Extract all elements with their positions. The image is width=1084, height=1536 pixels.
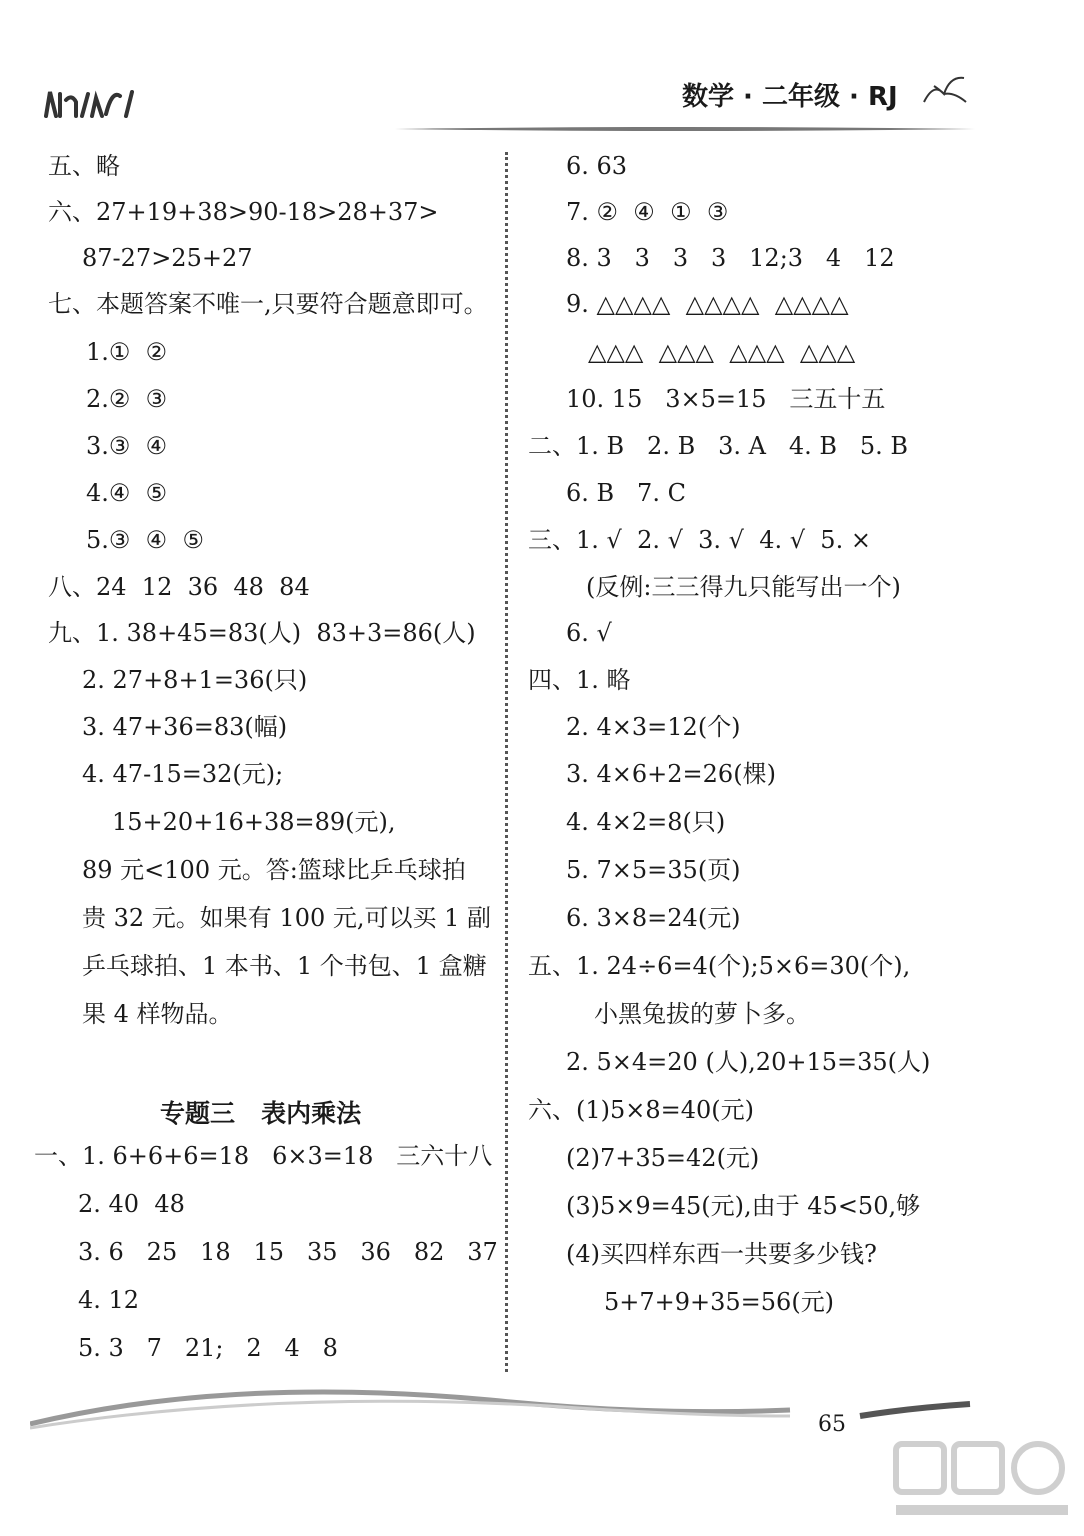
answer-line: 5+7+9+35=56(元) xyxy=(604,1288,835,1316)
answer-line: 6. 63 xyxy=(566,152,628,180)
answer-line: (反例:三三得九只能写出一个) xyxy=(586,573,901,601)
header-logo-mark xyxy=(42,86,142,126)
answer-line: 6. B 7. C xyxy=(566,479,686,507)
answer-line: 一、1. 6+6+6=18 6×3=18 三六十八 xyxy=(34,1142,493,1170)
answer-line: 三、1. √ 2. √ 3. √ 4. √ 5. × xyxy=(528,526,871,554)
answer-line: 2. 40 48 xyxy=(78,1190,185,1218)
answer-line: 87-27>25+27 xyxy=(82,244,253,272)
answer-line: 9. △△△△ △△△△ △△△△ xyxy=(566,290,849,318)
answer-line: (2)7+35=42(元) xyxy=(566,1144,760,1172)
answer-line: 六、27+19+38>90-18>28+37> xyxy=(48,198,439,226)
answer-line: 4. 12 xyxy=(78,1286,140,1314)
answer-line: 八、24 12 36 48 84 xyxy=(48,573,310,601)
answer-line: 1.① ② xyxy=(86,338,168,366)
watermark-logo xyxy=(888,1436,1078,1530)
answer-line: (3)5×9=45(元),由于 45<50,够 xyxy=(566,1192,921,1220)
answer-line: 89 元<100 元。答:篮球比乒乓球拍 xyxy=(82,856,466,884)
header-title: 数学 · 二年级 · RJ xyxy=(682,82,898,112)
answer-line: 5. 3 7 21; 2 4 8 xyxy=(78,1334,338,1362)
leaf-ornament-icon xyxy=(920,72,970,112)
answer-line: 五、1. 24÷6=4(个);5×6=30(个), xyxy=(528,952,911,980)
answer-line: 乒乓球拍、1 本书、1 个书包、1 盒糖 xyxy=(82,952,487,980)
answer-line: 6. 3×8=24(元) xyxy=(566,904,741,932)
answer-line: 5.③ ④ ⑤ xyxy=(86,526,204,554)
answer-line: 10. 15 3×5=15 三五十五 xyxy=(566,385,886,413)
answer-line: 3. 4×6+2=26(棵) xyxy=(566,760,776,788)
page-number: 65 xyxy=(818,1412,846,1437)
answer-line: 四、1. 略 xyxy=(528,666,631,694)
answer-line: 4.④ ⑤ xyxy=(86,479,168,507)
answer-line: 小黑兔拔的萝卜多。 xyxy=(594,1000,810,1028)
answer-line: 六、(1)5×8=40(元) xyxy=(528,1096,755,1124)
answer-line: 15+20+16+38=89(元), xyxy=(112,808,396,836)
answer-line: 3. 47+36=83(幅) xyxy=(82,713,288,741)
section-title: 专题三 表内乘法 xyxy=(160,1099,362,1128)
column-divider xyxy=(505,152,508,1372)
answer-line: 2. 27+8+1=36(只) xyxy=(82,666,308,694)
answer-line: 3. 6 25 18 15 35 36 82 37 xyxy=(78,1238,498,1266)
answer-line: 3.③ ④ xyxy=(86,432,168,460)
answer-line: 2.② ③ xyxy=(86,385,168,413)
answer-line: 二、1. B 2. B 3. A 4. B 5. B xyxy=(528,432,909,460)
header-rule xyxy=(395,118,975,126)
answer-line: 4. 4×2=8(只) xyxy=(566,808,726,836)
answer-line: 七、本题答案不唯一,只要符合题意即可。 xyxy=(48,290,488,318)
answer-line: 2. 4×3=12(个) xyxy=(566,713,741,741)
answer-line: 果 4 样物品。 xyxy=(82,1000,233,1028)
answer-line: 8. 3 3 3 3 12;3 4 12 xyxy=(566,244,895,272)
answer-line: 7. ② ④ ① ③ xyxy=(566,198,729,226)
answer-line: 贵 32 元。如果有 100 元,可以买 1 副 xyxy=(82,904,492,932)
answer-line: 5. 7×5=35(页) xyxy=(566,856,741,884)
answer-line: 五、略 xyxy=(48,152,120,180)
answer-line: 4. 47-15=32(元); xyxy=(82,760,284,788)
answer-line: 6. √ xyxy=(566,619,612,647)
answer-line: (4)买四样东西一共要多少钱? xyxy=(566,1240,877,1268)
answer-line: 2. 5×4=20 (人),20+15=35(人) xyxy=(566,1048,931,1076)
answer-line: △△△ △△△ △△△ △△△ xyxy=(588,338,856,366)
answer-line: 九、1. 38+45=83(人) 83+3=86(人) xyxy=(48,619,476,647)
